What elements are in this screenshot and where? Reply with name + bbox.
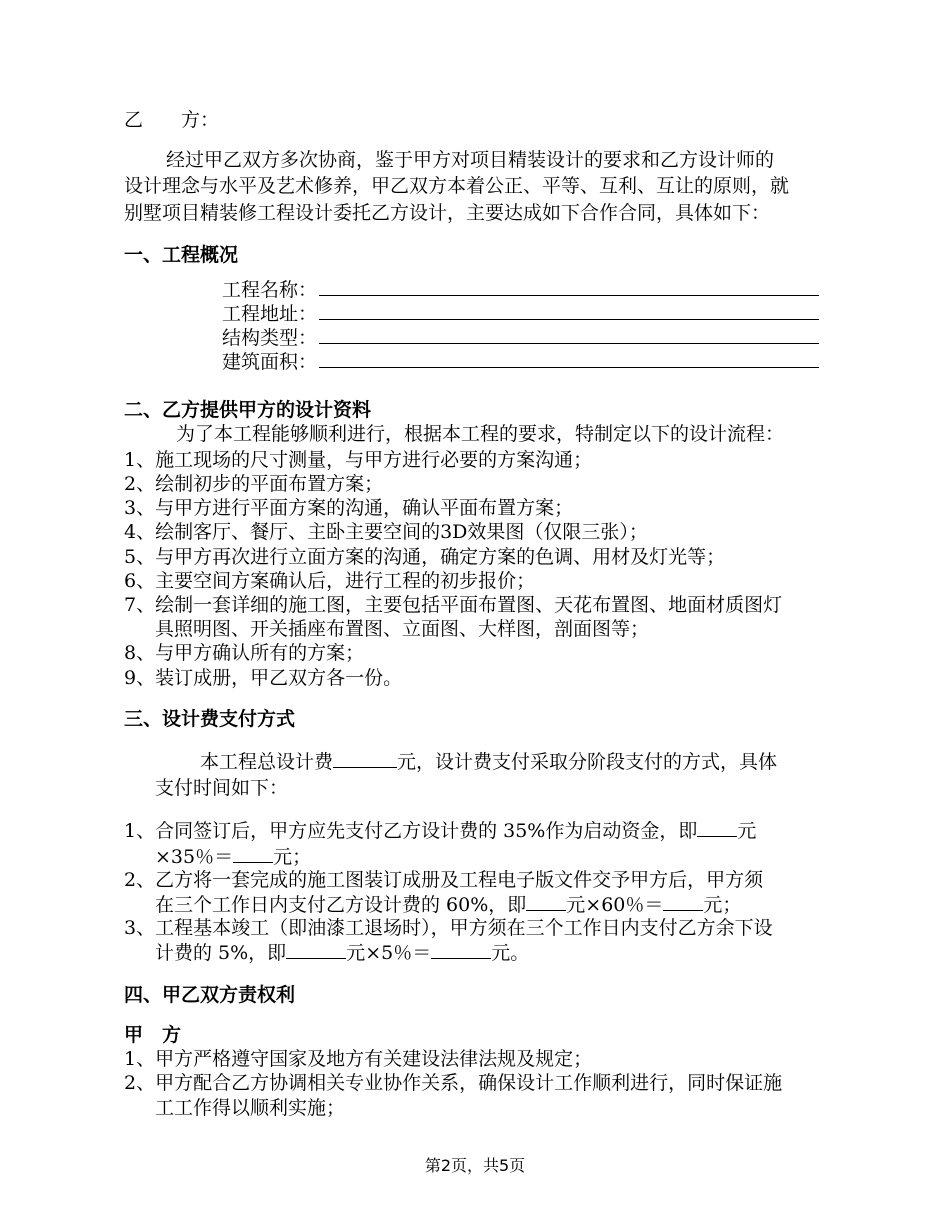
payment-text: ×35％＝ [155,846,234,868]
list-item: 1、甲方严格遵守国家及地方有关建设法律法规及规定； [124,1048,593,1070]
payment-text: 元×60％＝ [566,894,664,916]
fill-in-line [319,278,819,296]
payment-text: 元。 [491,942,530,964]
section-4-title: 四、甲乙双方责权利 [124,984,296,1006]
fee-paragraph-line-1 [200,749,777,774]
list-item: 6、主要空间方案确认后，进行工程的初步报价； [124,570,536,592]
list-item: 4、绘制客厅、餐厅、主卧主要空间的3D效果图（仅限三张）； [124,521,648,543]
list-item: 5、与甲方再次进行立面方案的沟通，确定方案的色调、用材及灯光等； [124,546,726,568]
payment-item-3-continuation [155,940,529,965]
payment-text: 元； [703,894,742,916]
field-project-address [222,302,819,326]
payment-item-1 [124,818,756,843]
list-item: 2、绘制初步的平面布置方案； [124,473,384,495]
party-b-label: 乙 方： [124,109,220,131]
payment-item-1-continuation [155,844,311,869]
field-label: 结构类型： [222,327,318,349]
intro-line-2: 设计理念与水平及艺术修养，甲乙双方本着公正、平等、互利、互让的原则，就 [124,175,790,197]
list-item: 2、甲方配合乙方协调相关专业协作关系，确保设计工作顺利进行，同时保证施 [124,1072,783,1094]
section-1-title: 一、工程概况 [124,244,239,266]
payment-text: 1、合同签订后，甲方应先支付乙方设计费的 35%作为启动资金，即 [124,820,698,842]
field-label: 工程地址： [222,303,318,325]
intro-line-3: 别墅项目精装修工程设计委托乙方设计，主要达成如下合作合同，具体如下： [124,202,771,224]
field-label: 建筑面积： [222,351,318,373]
payment-item-2-continuation [155,892,741,917]
payment-text: 元×5％＝ [346,942,432,964]
page-number: 第2页，共5页 [424,1156,526,1175]
list-item: 3、与甲方进行平面方案的沟通，确认平面布置方案； [124,497,574,519]
fill-in-line [319,326,819,344]
payment-text: 元； [273,846,312,868]
list-item: 1、施工现场的尺寸测量，与甲方进行必要的方案沟通； [124,449,593,471]
total-fee-blank [333,749,397,768]
payment-text: 元 [737,820,757,842]
field-structure-type [222,326,819,350]
list-item: 8、与甲方确认所有的方案； [124,642,365,664]
list-item: 9、装订成册，甲乙双方各一份。 [124,667,403,689]
payment-text: 计费的 5%，即 [155,942,287,964]
amount-blank [233,844,273,863]
field-project-name [222,278,819,302]
payment-item-2: 2、乙方将一套完成的施工图装订成册及工程电子版文件交予甲方后，甲方须 [124,869,764,891]
list-item-continuation: 具照明图、开关插座布置图、立面图、大样图，剖面图等； [155,618,650,640]
section-2-title: 二、乙方提供甲方的设计资料 [124,399,372,421]
fee-paragraph-line-2: 支付时间如下： [155,777,289,799]
amount-blank [526,892,566,911]
fill-in-line [319,302,819,320]
amount-blank [286,940,346,959]
amount-blank [697,818,737,837]
amount-blank [431,940,491,959]
field-building-area [222,350,819,374]
fill-in-line [319,350,819,368]
list-item-continuation: 工工作得以顺利实施； [155,1097,346,1119]
list-item: 7、绘制一套详细的施工图，主要包括平面布置图、天花布置图、地面材质图灯 [124,594,783,616]
field-label: 工程名称： [222,279,318,301]
party-a-heading: 甲 方 [124,1024,182,1046]
payment-item-3: 3、工程基本竣工（即油漆工退场时），甲方须在三个工作日内支付乙方余下设 [124,917,773,939]
fee-text: 元，设计费支付采取分阶段支付的方式，具体 [397,751,778,773]
section-2-intro: 为了本工程能够顺利进行，根据本工程的要求，特制定以下的设计流程： [176,423,785,445]
payment-text: 在三个工作日内支付乙方设计费的 60%，即 [155,894,527,916]
section-3-title: 三、设计费支付方式 [124,708,296,730]
amount-blank [663,892,703,911]
intro-line-1: 经过甲乙双方多次协商，鉴于甲方对项目精装设计的要求和乙方设计师的 [166,149,775,171]
fee-text: 本工程总设计费 [200,751,334,773]
